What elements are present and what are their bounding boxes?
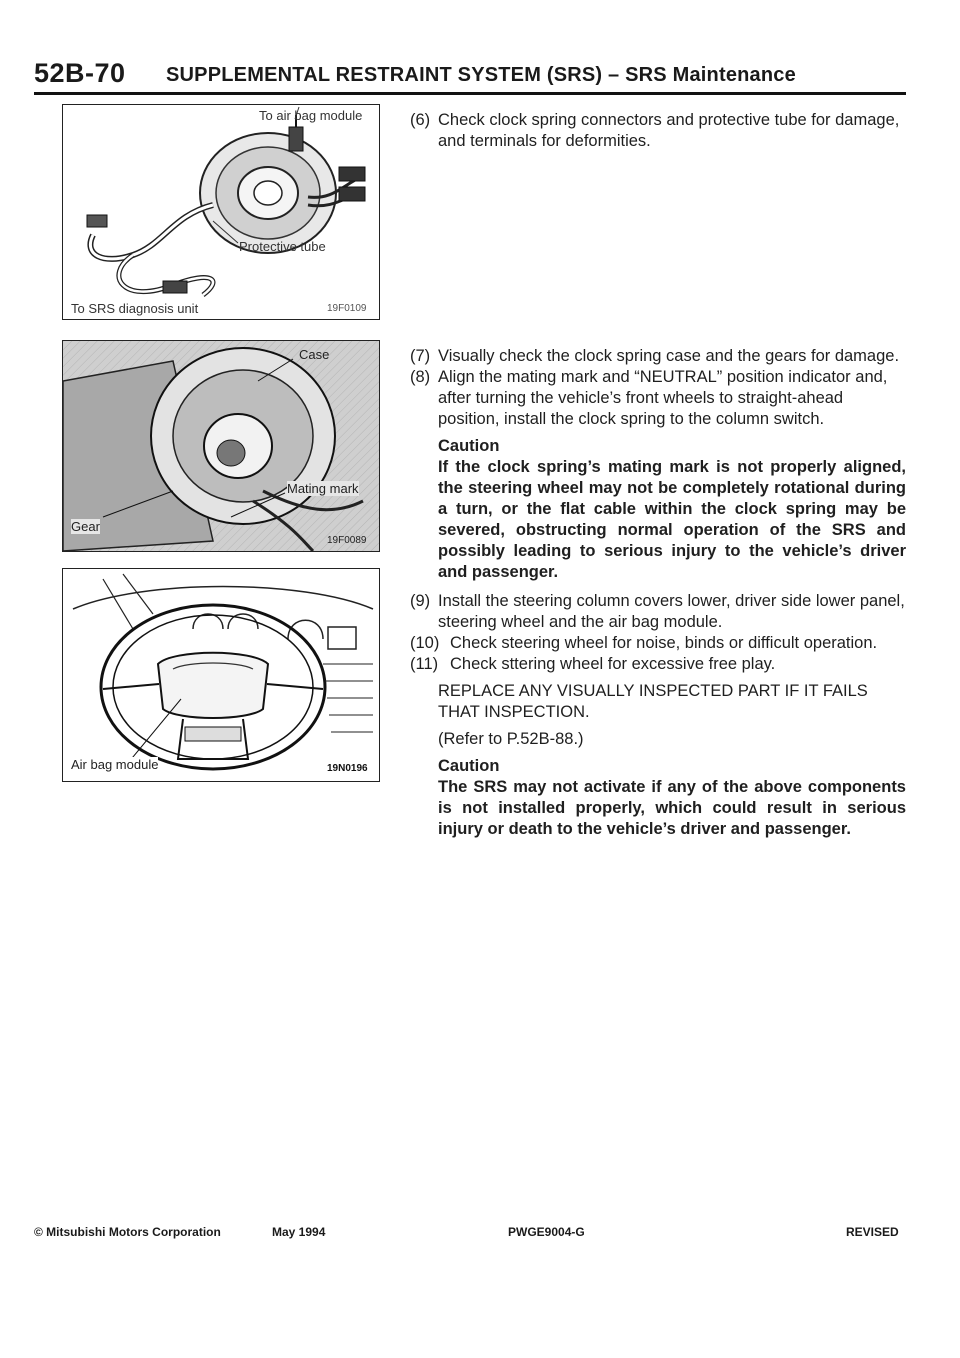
figure-code: 19F0109 [327,303,367,314]
label-to-air-bag-module: To air bag module [259,108,363,123]
case-gear-illustration [63,341,379,551]
step-9 [410,591,906,633]
step-8 [410,367,906,430]
step-number: (8) [410,368,431,386]
page-number: 52B-70 [34,58,126,88]
footer-date: May 1994 [272,1225,326,1239]
label-to-srs-diagnosis-unit: To SRS diagnosis unit [71,301,199,316]
step-number: (7) [410,347,431,365]
caution-text: If the clock spring’s mating mark is not properly aligned, the steering wheel may not be completely rotational during a turn, or the flat cable within the clock spring may be severed, obstructing normal operation of the SRS and possibly leading to serious injury to the vehicle’s driver and passenger. [438,458,906,581]
step-11 [410,654,906,675]
page-header [34,58,906,95]
step-6-block [410,110,906,152]
footer-status: REVISED [846,1225,899,1239]
clock-spring-illustration [63,105,379,319]
caution-text: The SRS may not activate if any of the above components is not installed properly, which could result in serious injury or death to the vehicle’s driver and passenger. [438,778,906,838]
instructions-block [410,346,906,840]
figure-clock-spring-connectors [62,104,380,320]
step-text: Visually check the clock spring case and the gears for damage. [438,347,900,365]
step-text: Install the steering column covers lower, driver side lower panel, steering wheel and the air bag module. [438,592,905,631]
replace-notice: REPLACE ANY VISUALLY INSPECTED PART IF IT FAILS THAT INSPECTION. [438,682,868,721]
caution-heading: Caution [438,757,500,775]
steering-wheel-illustration [63,569,379,781]
step-number: (11) [410,655,439,673]
figure-code: 19N0196 [327,763,368,774]
caution-2 [410,756,906,840]
refer-note: (Refer to P.52B-88.) [438,730,584,748]
step-text: Check sttering wheel for excessive free play. [450,655,776,673]
step-text: Align the mating mark and “NEUTRAL” position indicator and, after turning the vehicle’s front wheels to straight-ahead position, install the clock spring to the column switch. [438,368,888,428]
step-7 [410,346,906,367]
label-protective-tube: Protective tube [239,239,326,254]
step-number: (9) [410,592,431,610]
label-gear: Gear [71,519,100,534]
step-text: Check clock spring connectors and protective tube for damage, and terminals for deformities. [438,111,900,150]
figure-code: 19F0089 [327,535,367,546]
figure-air-bag-module [62,568,380,782]
caution-heading: Caution [438,437,500,455]
figure-clock-spring-case [62,340,380,552]
label-air-bag-module: Air bag module [71,757,159,772]
step-number: (10) [410,634,440,652]
footer-copyright: © Mitsubishi Motors Corporation [34,1225,221,1239]
step-text: Check steering wheel for noise, binds or difficult operation. [450,634,878,652]
footer-doc-code: PWGE9004-G [508,1225,585,1239]
label-mating-mark: Mating mark [287,481,359,496]
caution-1 [410,436,906,583]
section-title: SUPPLEMENTAL RESTRAINT SYSTEM (SRS) – SRS Maintenance [166,64,796,86]
step-10 [410,633,906,654]
label-case: Case [299,347,330,362]
step-6 [410,110,906,152]
step-number: (6) [410,111,431,129]
